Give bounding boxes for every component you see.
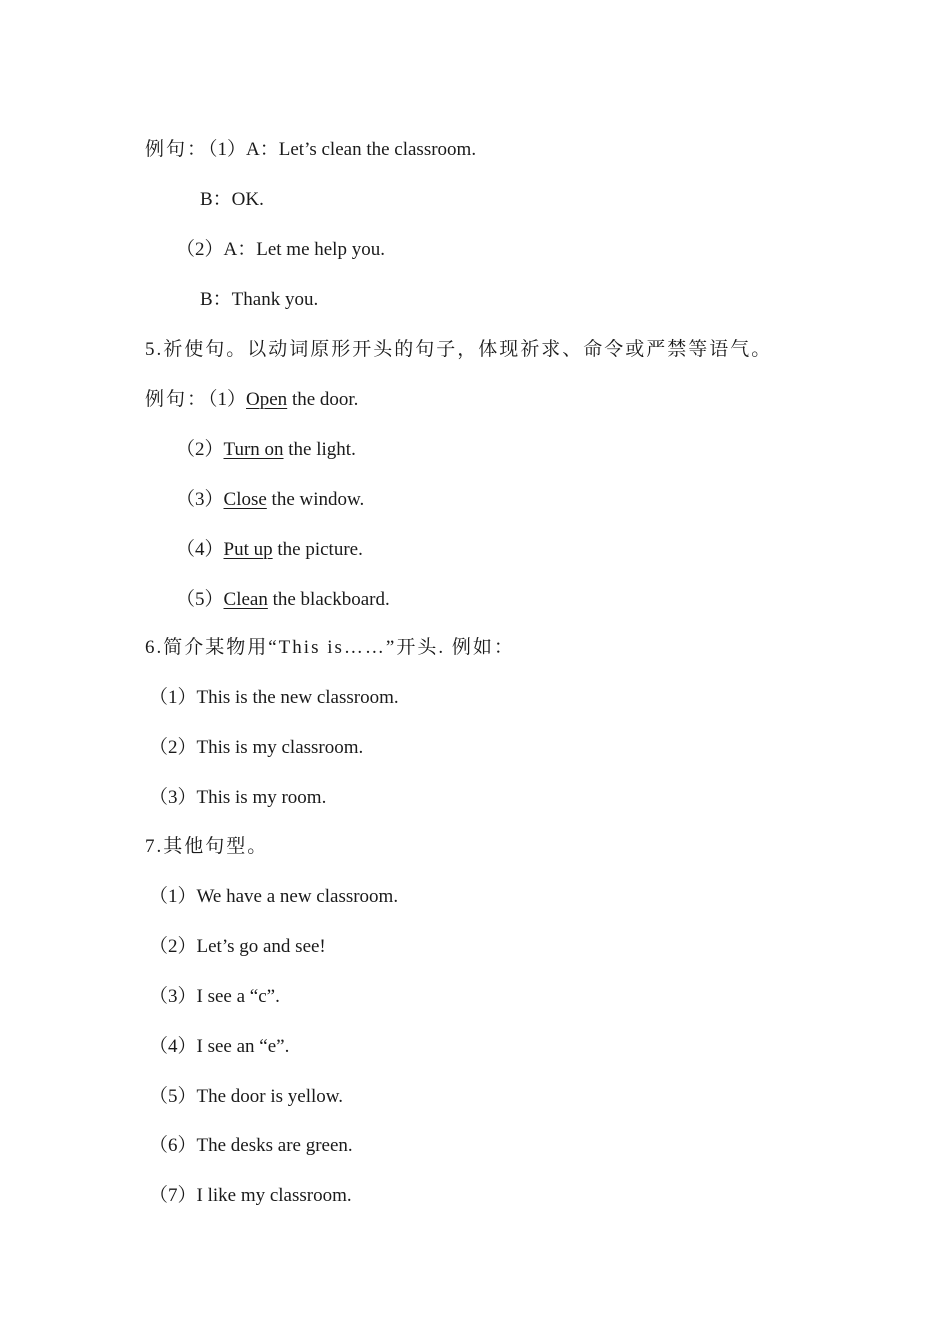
item-number: （1） xyxy=(208,389,247,410)
item-rest: the picture. xyxy=(272,539,363,560)
sec7-item-1: （1）We have a new classroom. xyxy=(149,886,399,907)
verb-underlined: Close xyxy=(223,489,267,510)
sec7-item-5: （5）The door is yellow. xyxy=(149,1086,344,1107)
dialogue-text: A：Let’s clean the classroom. xyxy=(246,139,477,160)
verb-underlined: Turn on xyxy=(223,439,284,460)
section-7-heading: 7.其他句型。 xyxy=(145,836,269,857)
dialogue-line-3: （2）A：Let me help you. xyxy=(176,239,385,260)
sec7-item-2: （2）Let’s go and see! xyxy=(149,936,326,957)
section-5-heading: 5.祈使句。以动词原形开头的句子，体现祈求、命令或严禁等语气。 xyxy=(145,339,773,360)
sec7-item-7: （7）I like my classroom. xyxy=(149,1185,352,1206)
sec6-item-1: （1）This is the new classroom. xyxy=(149,687,399,708)
item-rest: the blackboard. xyxy=(267,589,390,610)
item-rest: the light. xyxy=(283,439,356,460)
item-number: （5） xyxy=(176,589,224,610)
item-rest: the window. xyxy=(266,489,365,510)
verb-underlined: Put up xyxy=(223,539,273,560)
sec5-item-4 xyxy=(176,538,363,562)
sec5-item-5 xyxy=(176,588,390,612)
verb-underlined: Open xyxy=(246,389,288,410)
section-6-heading: 6.简介某物用“This is……”开头. 例如： xyxy=(145,637,515,658)
sec6-item-2: （2）This is my classroom. xyxy=(149,737,364,758)
item-rest: the door. xyxy=(287,389,359,410)
sec7-item-6: （6）The desks are green. xyxy=(149,1135,353,1156)
dialogue-line-1 xyxy=(145,138,476,162)
dialogue-line-4: B：Thank you. xyxy=(200,289,319,310)
item-number: （2） xyxy=(176,439,224,460)
sec5-item-3 xyxy=(176,488,364,512)
sec5-item-2 xyxy=(176,438,356,462)
sec7-item-4: （4）I see an “e”. xyxy=(149,1036,290,1057)
sec5-item-1 xyxy=(145,388,358,412)
sec6-item-3: （3）This is my room. xyxy=(149,787,327,808)
sec7-item-3: （3）I see a “c”. xyxy=(149,986,280,1007)
item-number: （1） xyxy=(208,139,247,160)
item-number: （4） xyxy=(176,539,224,560)
dialogue-line-2: B：OK. xyxy=(200,189,264,210)
example-label: 例句： xyxy=(145,139,209,160)
verb-underlined: Clean xyxy=(223,589,268,610)
item-number: （3） xyxy=(176,489,224,510)
example-label: 例句： xyxy=(145,389,209,410)
